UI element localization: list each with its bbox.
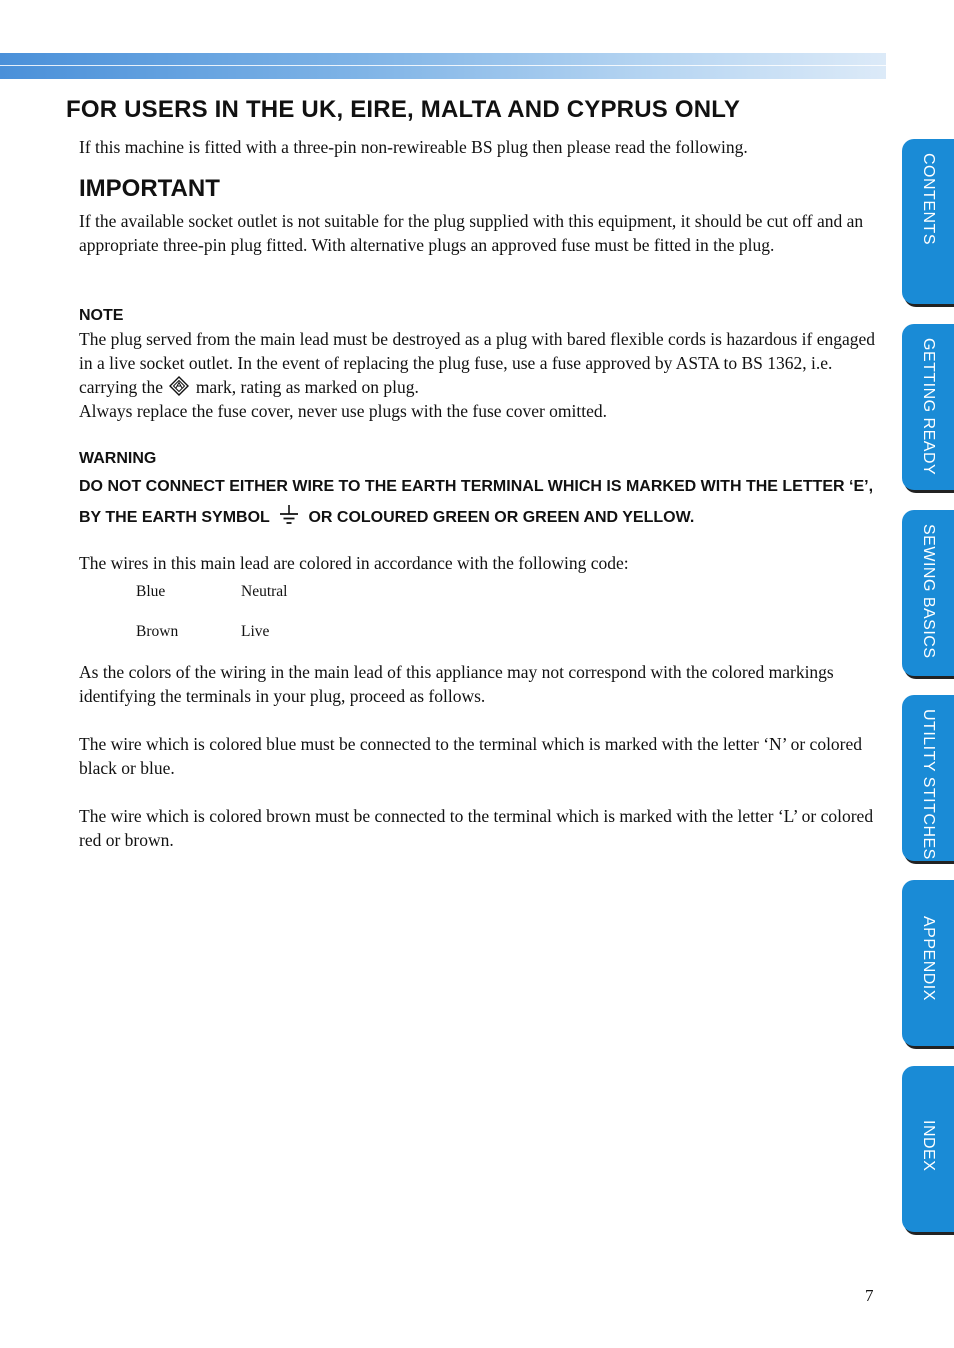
intro-paragraph: If this machine is fitted with a three-pin non-rewireable BS plug then please read the following. — [79, 137, 748, 157]
tab-utility-stitches[interactable] — [902, 695, 954, 861]
tab-label: CONTENTS — [920, 153, 937, 245]
tab-label: APPENDIX — [920, 916, 937, 1001]
brown-wire-paragraph: The wire which is colored brown must be connected to the terminal which is marked with the letter ‘L’ or colored red or brown. — [79, 806, 874, 850]
tab-label: GETTING READY — [920, 338, 937, 476]
header-band — [0, 53, 886, 79]
important-body: If the available socket outlet is not suitable for the plug supplied with this equipment, it should be cut off and an appropriate three-pin plug fitted. With alternative plugs an approved fuse must be fitted in the plug. — [79, 211, 864, 255]
tab-label: UTILITY STITCHES — [920, 709, 937, 860]
warning-text — [79, 471, 875, 533]
note-text: The plug served from the main lead must be destroyed as a plug with bared flexible cords is hazardous if engaged in a live socket outlet. In the event of replacing the plug fuse, use a fuse approved by ASTA to BS 1362, i.e. carrying the — [79, 329, 876, 397]
section-tabs — [900, 0, 954, 1348]
note-body — [79, 327, 875, 423]
header-band-line — [0, 65, 886, 66]
earth-symbol-icon — [278, 504, 300, 526]
note-text-after: mark, rating as marked on plug. — [195, 377, 419, 397]
tab-getting-ready[interactable] — [902, 324, 954, 490]
colors-paragraph: As the colors of the wiring in the main lead of this appliance may not correspond with the colored markings identifying the terminals in your plug, proceed as follows. — [79, 662, 834, 706]
wire-meaning: Live — [241, 623, 270, 640]
tab-label: INDEX — [920, 1120, 937, 1172]
important-title: IMPORTANT — [79, 175, 220, 202]
wire-code-row — [136, 623, 287, 663]
wire-color: Brown — [136, 623, 179, 640]
tab-index[interactable] — [902, 1066, 954, 1232]
warning-text-after: OR COLOURED GREEN OR GREEN AND YELLOW. — [308, 509, 695, 526]
wire-code-row — [136, 583, 287, 623]
tab-contents[interactable] — [902, 139, 954, 304]
note-fuse-cover: Always replace the fuse cover, never use plugs with the fuse cover omitted. — [79, 401, 608, 421]
tab-appendix[interactable] — [902, 880, 954, 1046]
asta-mark-icon — [169, 376, 189, 396]
warning-label: WARNING — [79, 450, 157, 467]
note-label: NOTE — [79, 307, 124, 324]
page-heading: FOR USERS IN THE UK, EIRE, MALTA AND CYPRUS ONLY — [66, 96, 741, 123]
page-number: 7 — [865, 1286, 874, 1305]
tab-label: SEWING BASICS — [920, 524, 937, 659]
wires-intro: The wires in this main lead are colored in accordance with the following code: — [79, 553, 629, 573]
blue-wire-paragraph: The wire which is colored blue must be connected to the terminal which is marked with the letter ‘N’ or colored black or blue. — [79, 734, 863, 778]
warning-text-before: DO NOT CONNECT EITHER WIRE TO THE EARTH TERMINAL WHICH IS MARKED WITH THE LETTER ‘E’, BY THE EARTH SYMBOL — [79, 478, 874, 526]
wire-code-table — [136, 583, 287, 663]
wire-meaning: Neutral — [241, 583, 288, 600]
tab-sewing-basics[interactable] — [902, 510, 954, 676]
wire-color: Blue — [136, 583, 166, 600]
